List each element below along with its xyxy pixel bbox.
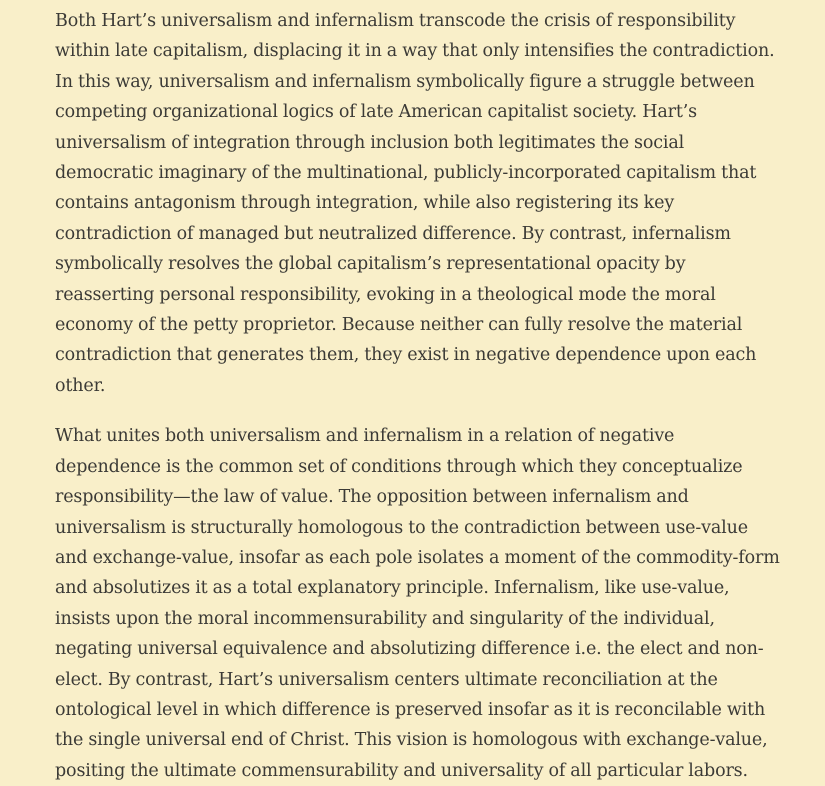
paragraph: Both Hart’s universalism and infernalism transcode the crisis of responsibility within late capitalism, displacing it in a way that only intensifies the contradiction. In this way, universalism and infernalism symbolically figure a struggle between competing organizational logics of late American capitalist society. Hart’s universalism of integration through inclusion both legitimates the social democratic imaginary of the multinational, publicly-incorporated capitalism that contains antagonism through integration, while also registering its key contradiction of managed but neutralized difference. By contrast, infernalism symbolically resolves the global capitalism’s representational opacity by reasserting personal responsibility, evoking in a theological mode the moral economy of the petty proprietor. Because neither can fully resolve the material contradiction that generates them, they exist in negative dependence upon each other. (55, 11, 775, 396)
paragraph: What unites both universalism and infernalism in a relation of negative dependence is the common set of conditions through which they conceptualize responsibility—the law of value. The opposition between infernalism and universalism is structurally homologous to the contradiction between use-value and exchange-value, insofar as each pole isolates a moment of the commodity-form and absolutizes it as a total explanatory principle. Infernalism, like use-value, insists upon the moral incommensurability and singularity of the individual, negating universal equivalence and absolutizing difference i.e. the elect and non-elect. By contrast, Hart’s universalism centers ultimate reconciliation at the ontological level in which difference is preserved insofar as it is reconcilable with the single universal end of Christ. This vision is homologous with exchange-value, positing the ultimate commensurability and universality of all particular labors. (55, 426, 780, 781)
